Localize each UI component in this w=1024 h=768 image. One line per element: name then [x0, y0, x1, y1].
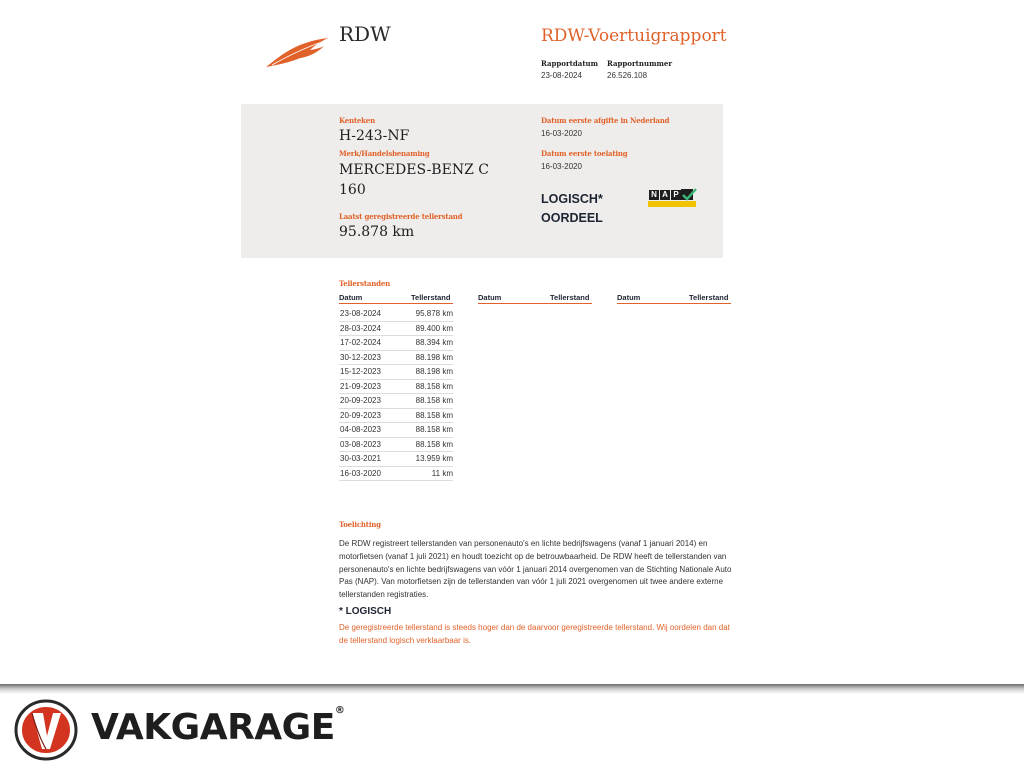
row-reading: 88.158 km [415, 439, 453, 449]
nap-letter-n: N [649, 190, 659, 200]
header-rule-1 [339, 303, 453, 304]
registered-mark: ® [334, 705, 345, 716]
row-reading: 13.959 km [415, 454, 453, 463]
report-number: 26.526.108 [607, 71, 648, 80]
nap-badge [648, 188, 696, 210]
report-title: RDW-Voertuigrapport [541, 26, 727, 46]
header-rule-2 [478, 303, 592, 304]
rdw-feather-icon [264, 34, 330, 70]
col-date-1: Datum [339, 293, 363, 302]
verdict-line2: OORDEEL [541, 211, 603, 225]
row-reading: 88.158 km [415, 396, 453, 405]
row-date: 30-12-2023 [340, 352, 381, 362]
table-row [339, 451, 453, 467]
row-date: 23-08-2024 [340, 309, 381, 318]
nap-letter-p: P [671, 190, 681, 200]
row-reading: 88.158 km [415, 410, 453, 420]
check-icon [681, 188, 697, 201]
row-reading: 88.394 km [415, 338, 453, 347]
first-admission-label: Datum eerste toelating [541, 149, 628, 158]
report-date-label: Rapportdatum [541, 59, 599, 68]
footer-shadow [0, 684, 1024, 694]
row-reading: 88.158 km [415, 425, 453, 434]
row-reading: 11 km [431, 468, 453, 478]
panel-corner [241, 246, 301, 260]
col-reading-2: Tellerstand [550, 293, 590, 302]
vehicle-panel [241, 104, 723, 258]
row-date: 03-08-2023 [340, 439, 381, 449]
readings-title: Tellerstanden [339, 279, 390, 288]
make-value-line2: 160 [339, 182, 366, 198]
notes-title: Toelichting [339, 520, 381, 529]
brand-name: VAKGARAGE [91, 707, 335, 748]
table-row [339, 350, 453, 366]
table-row [339, 422, 453, 438]
row-date: 04-08-2023 [340, 425, 381, 434]
table-row [339, 437, 453, 453]
row-date: 28-03-2024 [340, 323, 381, 333]
table-row [339, 408, 453, 424]
make-label: Merk/Handelsbenaming [339, 149, 430, 158]
org-name: RDW [339, 22, 391, 46]
row-date: 20-09-2023 [340, 396, 381, 405]
row-reading: 88.158 km [415, 381, 453, 391]
table-row [339, 379, 453, 395]
nap-letter-a: A [660, 190, 670, 200]
table-row [339, 321, 453, 337]
table-row [339, 466, 453, 482]
first-nl-label: Datum eerste afgifte in Nederland [541, 116, 670, 125]
row-reading: 88.198 km [415, 352, 453, 362]
table-row [339, 393, 453, 409]
plate-value: H-243-NF [339, 128, 410, 144]
plate-label: Kenteken [339, 116, 375, 125]
odometer-label: Laatst geregistreerde tellerstand [339, 212, 463, 221]
make-value-line1: MERCEDES-BENZ C [339, 162, 489, 178]
vakgarage-brand [91, 707, 344, 748]
table-row [339, 306, 453, 322]
vakgarage-logo-icon [14, 699, 78, 761]
col-date-3: Datum [617, 293, 641, 302]
notes-body: De RDW registreert tellerstanden van personenauto's en lichte bedrijfswagens (vanaf 1 januari 2014) en motorfietsen (vanaf 1 juli 2021) en houdt toezicht op de betrouwbaarheid. De RDW heeft de tellerstanden van personenauto's en lichte bedrijfswagens van vóór 1 januari 2014 overgenomen van de Stichting Nationale Auto Pas (NAP). Van motorfietsen zijn de tellerstanden van vóór 1 juli 2021 overgenomen uit twee andere externe tellerstanden registraties. [339, 539, 732, 600]
logisch-body: De geregistreerde tellerstand is steeds hoger dan de daarvoor geregistreerde tellerstand. Wij oordelen dan dat de tellerstand logisch verklaarbaar is. [339, 623, 730, 645]
row-date: 17-02-2024 [340, 338, 381, 347]
nap-yellow-bar [648, 201, 696, 207]
row-date: 30-03-2021 [340, 454, 381, 463]
verdict-line1: LOGISCH* [541, 192, 603, 206]
header-rule-3 [617, 303, 731, 304]
table-row [339, 335, 453, 351]
odometer-value: 95.878 km [339, 224, 415, 240]
row-date: 20-09-2023 [340, 410, 381, 420]
logisch-title: * LOGISCH [339, 606, 392, 617]
first-admission-value: 16-03-2020 [541, 162, 582, 171]
row-reading: 95.878 km [415, 309, 453, 318]
report-date: 23-08-2024 [541, 71, 582, 80]
row-date: 16-03-2020 [340, 468, 381, 478]
report-number-label: Rapportnummer [607, 59, 673, 68]
first-nl-value: 16-03-2020 [541, 129, 582, 138]
row-reading: 89.400 km [415, 323, 453, 333]
col-reading-3: Tellerstand [689, 293, 729, 302]
col-date-2: Datum [478, 293, 502, 302]
table-row [339, 364, 453, 380]
verdict [541, 190, 631, 228]
row-reading: 88.198 km [415, 367, 453, 376]
row-date: 21-09-2023 [340, 381, 381, 391]
col-reading-1: Tellerstand [411, 293, 451, 302]
row-date: 15-12-2023 [340, 367, 381, 376]
